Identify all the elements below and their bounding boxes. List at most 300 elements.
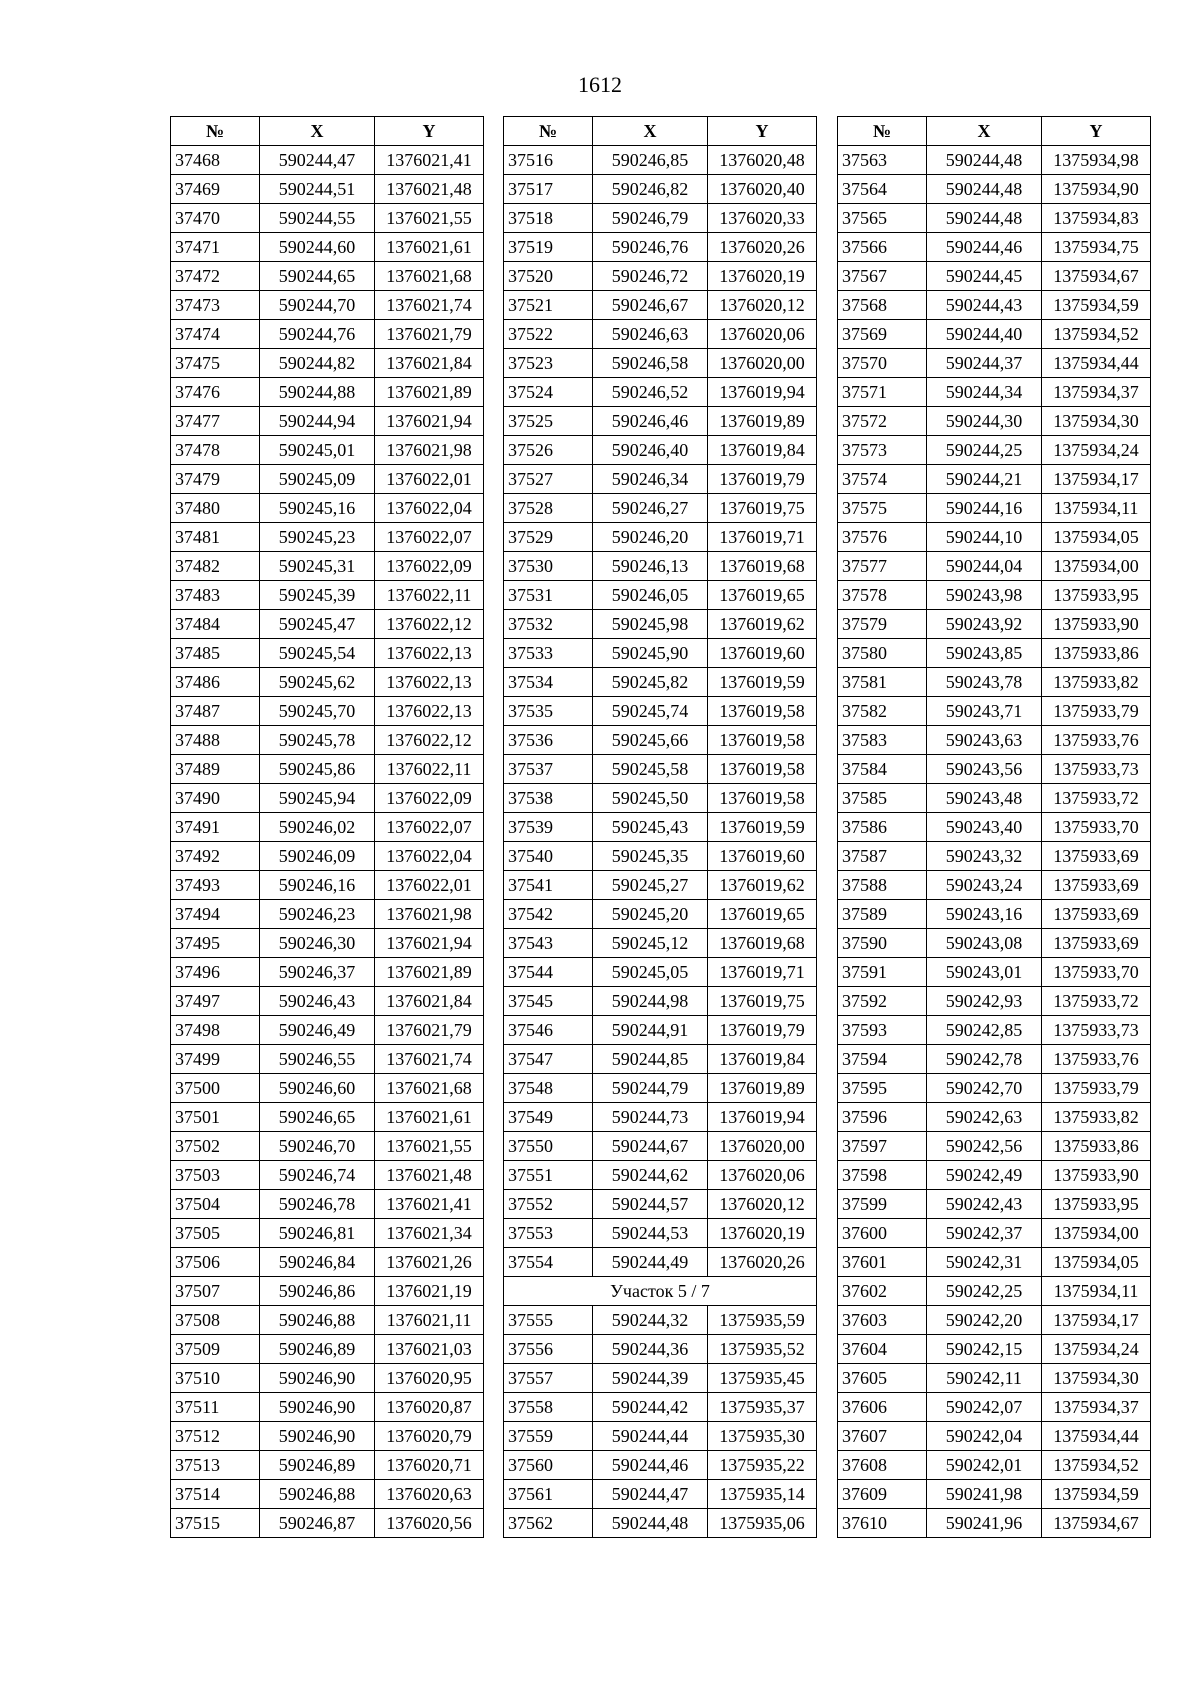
x-coordinate: 590246,20 bbox=[593, 523, 708, 552]
point-number: 37526 bbox=[504, 436, 593, 465]
point-number: 37487 bbox=[171, 697, 260, 726]
point-number: 37581 bbox=[838, 668, 927, 697]
table-row bbox=[838, 581, 1151, 610]
table-row bbox=[504, 929, 817, 958]
table-row bbox=[171, 1132, 484, 1161]
section-label: Участок 5 / 7 bbox=[504, 1277, 817, 1306]
table-row bbox=[504, 987, 817, 1016]
point-number: 37523 bbox=[504, 349, 593, 378]
table-row bbox=[838, 1509, 1151, 1538]
y-coordinate: 1376021,89 bbox=[375, 378, 484, 407]
table-row bbox=[171, 262, 484, 291]
table-row bbox=[171, 146, 484, 175]
y-coordinate: 1376019,75 bbox=[708, 987, 817, 1016]
table-row bbox=[171, 291, 484, 320]
table-row bbox=[838, 1190, 1151, 1219]
x-coordinate: 590245,01 bbox=[260, 436, 375, 465]
x-coordinate: 590245,43 bbox=[593, 813, 708, 842]
point-number: 37598 bbox=[838, 1161, 927, 1190]
table-row bbox=[171, 1480, 484, 1509]
point-number: 37536 bbox=[504, 726, 593, 755]
point-number: 37594 bbox=[838, 1045, 927, 1074]
point-number: 37579 bbox=[838, 610, 927, 639]
x-coordinate: 590244,85 bbox=[593, 1045, 708, 1074]
table-row bbox=[504, 465, 817, 494]
table-row bbox=[171, 320, 484, 349]
y-coordinate: 1375934,52 bbox=[1042, 1451, 1151, 1480]
y-coordinate: 1376020,00 bbox=[708, 1132, 817, 1161]
point-number: 37588 bbox=[838, 871, 927, 900]
table-row bbox=[838, 1132, 1151, 1161]
point-number: 37597 bbox=[838, 1132, 927, 1161]
point-number: 37601 bbox=[838, 1248, 927, 1277]
coordinates-table-3 bbox=[837, 116, 1150, 1538]
x-coordinate: 590245,86 bbox=[260, 755, 375, 784]
point-number: 37571 bbox=[838, 378, 927, 407]
table-row bbox=[171, 1364, 484, 1393]
table-row bbox=[504, 581, 817, 610]
table-row bbox=[171, 1277, 484, 1306]
y-coordinate: 1376019,60 bbox=[708, 842, 817, 871]
y-coordinate: 1375933,73 bbox=[1042, 1016, 1151, 1045]
point-number: 37605 bbox=[838, 1364, 927, 1393]
table-row bbox=[838, 871, 1151, 900]
point-number: 37485 bbox=[171, 639, 260, 668]
table-row bbox=[838, 1451, 1151, 1480]
x-coordinate: 590246,86 bbox=[260, 1277, 375, 1306]
y-coordinate: 1375933,70 bbox=[1042, 958, 1151, 987]
point-number: 37595 bbox=[838, 1074, 927, 1103]
point-number: 37496 bbox=[171, 958, 260, 987]
y-coordinate: 1376021,74 bbox=[375, 1045, 484, 1074]
table-row bbox=[504, 1161, 817, 1190]
x-coordinate: 590243,85 bbox=[927, 639, 1042, 668]
point-number: 37499 bbox=[171, 1045, 260, 1074]
x-coordinate: 590242,11 bbox=[927, 1364, 1042, 1393]
x-coordinate: 590244,36 bbox=[593, 1335, 708, 1364]
x-coordinate: 590244,45 bbox=[927, 262, 1042, 291]
y-coordinate: 1375934,17 bbox=[1042, 1306, 1151, 1335]
x-coordinate: 590246,88 bbox=[260, 1306, 375, 1335]
point-number: 37559 bbox=[504, 1422, 593, 1451]
table-row bbox=[504, 1306, 817, 1335]
y-coordinate: 1375934,00 bbox=[1042, 552, 1151, 581]
x-coordinate: 590244,34 bbox=[927, 378, 1042, 407]
point-number: 37532 bbox=[504, 610, 593, 639]
x-coordinate: 590246,89 bbox=[260, 1451, 375, 1480]
table-row bbox=[504, 1480, 817, 1509]
table-row bbox=[838, 668, 1151, 697]
table-row bbox=[504, 436, 817, 465]
point-number: 37590 bbox=[838, 929, 927, 958]
table-row bbox=[838, 1103, 1151, 1132]
table-row bbox=[838, 407, 1151, 436]
point-number: 37501 bbox=[171, 1103, 260, 1132]
table-row bbox=[504, 1451, 817, 1480]
x-coordinate: 590245,16 bbox=[260, 494, 375, 523]
table-row bbox=[838, 146, 1151, 175]
y-coordinate: 1376020,63 bbox=[375, 1480, 484, 1509]
x-coordinate: 590246,85 bbox=[593, 146, 708, 175]
y-coordinate: 1375933,69 bbox=[1042, 842, 1151, 871]
x-coordinate: 590244,48 bbox=[593, 1509, 708, 1538]
x-coordinate: 590241,98 bbox=[927, 1480, 1042, 1509]
table-header-row bbox=[171, 117, 484, 146]
y-coordinate: 1376021,61 bbox=[375, 233, 484, 262]
table-row bbox=[838, 755, 1151, 784]
x-coordinate: 590246,70 bbox=[260, 1132, 375, 1161]
table-row bbox=[838, 291, 1151, 320]
header-y: Y bbox=[375, 117, 484, 146]
x-coordinate: 590246,52 bbox=[593, 378, 708, 407]
y-coordinate: 1376019,89 bbox=[708, 1074, 817, 1103]
point-number: 37507 bbox=[171, 1277, 260, 1306]
point-number: 37511 bbox=[171, 1393, 260, 1422]
point-number: 37592 bbox=[838, 987, 927, 1016]
table-row bbox=[838, 1306, 1151, 1335]
point-number: 37527 bbox=[504, 465, 593, 494]
y-coordinate: 1375934,67 bbox=[1042, 262, 1151, 291]
point-number: 37504 bbox=[171, 1190, 260, 1219]
y-coordinate: 1375933,79 bbox=[1042, 697, 1151, 726]
table-row bbox=[504, 1074, 817, 1103]
table-row bbox=[504, 726, 817, 755]
y-coordinate: 1375933,76 bbox=[1042, 726, 1151, 755]
y-coordinate: 1376020,12 bbox=[708, 291, 817, 320]
x-coordinate: 590246,02 bbox=[260, 813, 375, 842]
table-row bbox=[171, 1422, 484, 1451]
point-number: 37533 bbox=[504, 639, 593, 668]
x-coordinate: 590245,27 bbox=[593, 871, 708, 900]
y-coordinate: 1376021,98 bbox=[375, 900, 484, 929]
table-row bbox=[171, 204, 484, 233]
point-number: 37553 bbox=[504, 1219, 593, 1248]
point-number: 37564 bbox=[838, 175, 927, 204]
x-coordinate: 590246,79 bbox=[593, 204, 708, 233]
table-row bbox=[504, 494, 817, 523]
x-coordinate: 590243,98 bbox=[927, 581, 1042, 610]
y-coordinate: 1375934,98 bbox=[1042, 146, 1151, 175]
x-coordinate: 590246,87 bbox=[260, 1509, 375, 1538]
y-coordinate: 1376019,84 bbox=[708, 436, 817, 465]
x-coordinate: 590245,50 bbox=[593, 784, 708, 813]
table-row bbox=[504, 146, 817, 175]
x-coordinate: 590246,90 bbox=[260, 1364, 375, 1393]
point-number: 37495 bbox=[171, 929, 260, 958]
point-number: 37477 bbox=[171, 407, 260, 436]
y-coordinate: 1375935,59 bbox=[708, 1306, 817, 1335]
y-coordinate: 1375934,37 bbox=[1042, 1393, 1151, 1422]
x-coordinate: 590244,47 bbox=[260, 146, 375, 175]
table-row bbox=[171, 784, 484, 813]
table-row bbox=[838, 465, 1151, 494]
y-coordinate: 1376019,59 bbox=[708, 668, 817, 697]
x-coordinate: 590246,46 bbox=[593, 407, 708, 436]
table-row bbox=[504, 552, 817, 581]
x-coordinate: 590244,30 bbox=[927, 407, 1042, 436]
section-row bbox=[504, 1277, 817, 1306]
table-row bbox=[504, 523, 817, 552]
y-coordinate: 1376021,34 bbox=[375, 1219, 484, 1248]
x-coordinate: 590244,53 bbox=[593, 1219, 708, 1248]
point-number: 37567 bbox=[838, 262, 927, 291]
y-coordinate: 1375933,95 bbox=[1042, 581, 1151, 610]
y-coordinate: 1376020,26 bbox=[708, 233, 817, 262]
y-coordinate: 1376021,48 bbox=[375, 1161, 484, 1190]
point-number: 37481 bbox=[171, 523, 260, 552]
point-number: 37586 bbox=[838, 813, 927, 842]
x-coordinate: 590245,78 bbox=[260, 726, 375, 755]
table-row bbox=[504, 755, 817, 784]
table-row bbox=[171, 1045, 484, 1074]
point-number: 37552 bbox=[504, 1190, 593, 1219]
y-coordinate: 1376021,94 bbox=[375, 407, 484, 436]
table-row bbox=[838, 639, 1151, 668]
x-coordinate: 590243,16 bbox=[927, 900, 1042, 929]
table-row bbox=[171, 1451, 484, 1480]
table-row bbox=[838, 842, 1151, 871]
x-coordinate: 590245,94 bbox=[260, 784, 375, 813]
point-number: 37543 bbox=[504, 929, 593, 958]
point-number: 37508 bbox=[171, 1306, 260, 1335]
y-coordinate: 1376021,61 bbox=[375, 1103, 484, 1132]
y-coordinate: 1375934,44 bbox=[1042, 349, 1151, 378]
x-coordinate: 590243,78 bbox=[927, 668, 1042, 697]
x-coordinate: 590244,46 bbox=[593, 1451, 708, 1480]
x-coordinate: 590244,62 bbox=[593, 1161, 708, 1190]
x-coordinate: 590245,58 bbox=[593, 755, 708, 784]
x-coordinate: 590244,76 bbox=[260, 320, 375, 349]
table-row bbox=[838, 610, 1151, 639]
point-number: 37519 bbox=[504, 233, 593, 262]
x-coordinate: 590246,65 bbox=[260, 1103, 375, 1132]
table-row bbox=[838, 697, 1151, 726]
table-row bbox=[504, 407, 817, 436]
table-row bbox=[171, 581, 484, 610]
page-number: 1612 bbox=[578, 72, 622, 97]
table-row bbox=[838, 1364, 1151, 1393]
y-coordinate: 1376020,56 bbox=[375, 1509, 484, 1538]
table-row bbox=[171, 1335, 484, 1364]
table-row bbox=[838, 1422, 1151, 1451]
table-header-row bbox=[504, 117, 817, 146]
x-coordinate: 590244,46 bbox=[927, 233, 1042, 262]
y-coordinate: 1376022,13 bbox=[375, 697, 484, 726]
y-coordinate: 1375935,30 bbox=[708, 1422, 817, 1451]
table-row bbox=[838, 494, 1151, 523]
table-row bbox=[504, 813, 817, 842]
point-number: 37550 bbox=[504, 1132, 593, 1161]
table-row bbox=[504, 1103, 817, 1132]
point-number: 37503 bbox=[171, 1161, 260, 1190]
x-coordinate: 590246,05 bbox=[593, 581, 708, 610]
table-row bbox=[171, 1306, 484, 1335]
table-row bbox=[504, 1016, 817, 1045]
x-coordinate: 590243,92 bbox=[927, 610, 1042, 639]
x-coordinate: 590246,09 bbox=[260, 842, 375, 871]
table-row bbox=[171, 349, 484, 378]
y-coordinate: 1376019,75 bbox=[708, 494, 817, 523]
x-coordinate: 590244,48 bbox=[927, 204, 1042, 233]
y-coordinate: 1376019,71 bbox=[708, 958, 817, 987]
point-number: 37538 bbox=[504, 784, 593, 813]
point-number: 37522 bbox=[504, 320, 593, 349]
table-row bbox=[171, 987, 484, 1016]
y-coordinate: 1375934,30 bbox=[1042, 407, 1151, 436]
x-coordinate: 590242,07 bbox=[927, 1393, 1042, 1422]
point-number: 37531 bbox=[504, 581, 593, 610]
point-number: 37554 bbox=[504, 1248, 593, 1277]
y-coordinate: 1375933,70 bbox=[1042, 813, 1151, 842]
y-coordinate: 1375933,82 bbox=[1042, 668, 1151, 697]
y-coordinate: 1376020,95 bbox=[375, 1364, 484, 1393]
table-row bbox=[171, 407, 484, 436]
point-number: 37573 bbox=[838, 436, 927, 465]
point-number: 37540 bbox=[504, 842, 593, 871]
y-coordinate: 1375933,69 bbox=[1042, 871, 1151, 900]
point-number: 37473 bbox=[171, 291, 260, 320]
y-coordinate: 1375934,24 bbox=[1042, 1335, 1151, 1364]
y-coordinate: 1375933,79 bbox=[1042, 1074, 1151, 1103]
x-coordinate: 590246,76 bbox=[593, 233, 708, 262]
table-row bbox=[171, 900, 484, 929]
point-number: 37563 bbox=[838, 146, 927, 175]
y-coordinate: 1375934,11 bbox=[1042, 1277, 1151, 1306]
x-coordinate: 590246,13 bbox=[593, 552, 708, 581]
x-coordinate: 590244,25 bbox=[927, 436, 1042, 465]
point-number: 37599 bbox=[838, 1190, 927, 1219]
x-coordinate: 590245,20 bbox=[593, 900, 708, 929]
y-coordinate: 1375934,24 bbox=[1042, 436, 1151, 465]
y-coordinate: 1375934,67 bbox=[1042, 1509, 1151, 1538]
y-coordinate: 1375933,69 bbox=[1042, 900, 1151, 929]
y-coordinate: 1376019,65 bbox=[708, 581, 817, 610]
table-row bbox=[838, 378, 1151, 407]
y-coordinate: 1376019,62 bbox=[708, 871, 817, 900]
y-coordinate: 1376019,84 bbox=[708, 1045, 817, 1074]
y-coordinate: 1376021,41 bbox=[375, 146, 484, 175]
table-row bbox=[504, 1509, 817, 1538]
y-coordinate: 1376019,58 bbox=[708, 784, 817, 813]
y-coordinate: 1376022,07 bbox=[375, 813, 484, 842]
table-row bbox=[838, 1335, 1151, 1364]
y-coordinate: 1376019,58 bbox=[708, 755, 817, 784]
x-coordinate: 590245,54 bbox=[260, 639, 375, 668]
point-number: 37486 bbox=[171, 668, 260, 697]
y-coordinate: 1375934,37 bbox=[1042, 378, 1151, 407]
header-x: X bbox=[260, 117, 375, 146]
point-number: 37489 bbox=[171, 755, 260, 784]
y-coordinate: 1376021,84 bbox=[375, 987, 484, 1016]
y-coordinate: 1376019,94 bbox=[708, 1103, 817, 1132]
header-no: № bbox=[171, 117, 260, 146]
y-coordinate: 1376021,41 bbox=[375, 1190, 484, 1219]
point-number: 37506 bbox=[171, 1248, 260, 1277]
table-row bbox=[504, 233, 817, 262]
y-coordinate: 1376021,98 bbox=[375, 436, 484, 465]
x-coordinate: 590246,82 bbox=[593, 175, 708, 204]
x-coordinate: 590242,04 bbox=[927, 1422, 1042, 1451]
y-coordinate: 1375935,22 bbox=[708, 1451, 817, 1480]
point-number: 37585 bbox=[838, 784, 927, 813]
table-row bbox=[838, 900, 1151, 929]
point-number: 37483 bbox=[171, 581, 260, 610]
y-coordinate: 1375933,86 bbox=[1042, 639, 1151, 668]
x-coordinate: 590244,70 bbox=[260, 291, 375, 320]
x-coordinate: 590243,40 bbox=[927, 813, 1042, 842]
point-number: 37607 bbox=[838, 1422, 927, 1451]
table-row bbox=[171, 1248, 484, 1277]
y-coordinate: 1376020,19 bbox=[708, 262, 817, 291]
x-coordinate: 590245,23 bbox=[260, 523, 375, 552]
point-number: 37488 bbox=[171, 726, 260, 755]
x-coordinate: 590246,60 bbox=[260, 1074, 375, 1103]
table-row bbox=[504, 871, 817, 900]
x-coordinate: 590244,43 bbox=[927, 291, 1042, 320]
point-number: 37482 bbox=[171, 552, 260, 581]
x-coordinate: 590246,37 bbox=[260, 958, 375, 987]
x-coordinate: 590244,94 bbox=[260, 407, 375, 436]
point-number: 37572 bbox=[838, 407, 927, 436]
table-row bbox=[171, 842, 484, 871]
y-coordinate: 1376021,11 bbox=[375, 1306, 484, 1335]
y-coordinate: 1376020,71 bbox=[375, 1451, 484, 1480]
x-coordinate: 590246,84 bbox=[260, 1248, 375, 1277]
point-number: 37468 bbox=[171, 146, 260, 175]
x-coordinate: 590246,34 bbox=[593, 465, 708, 494]
point-number: 37578 bbox=[838, 581, 927, 610]
point-number: 37566 bbox=[838, 233, 927, 262]
table-row bbox=[838, 1248, 1151, 1277]
table-row bbox=[838, 1393, 1151, 1422]
y-coordinate: 1376022,12 bbox=[375, 610, 484, 639]
table-row bbox=[838, 813, 1151, 842]
x-coordinate: 590245,39 bbox=[260, 581, 375, 610]
point-number: 37570 bbox=[838, 349, 927, 378]
point-number: 37512 bbox=[171, 1422, 260, 1451]
point-number: 37484 bbox=[171, 610, 260, 639]
point-number: 37528 bbox=[504, 494, 593, 523]
table-row bbox=[171, 871, 484, 900]
y-coordinate: 1376020,33 bbox=[708, 204, 817, 233]
x-coordinate: 590243,56 bbox=[927, 755, 1042, 784]
x-coordinate: 590244,39 bbox=[593, 1364, 708, 1393]
table-row bbox=[504, 1045, 817, 1074]
table-row bbox=[171, 755, 484, 784]
y-coordinate: 1376020,06 bbox=[708, 1161, 817, 1190]
y-coordinate: 1376022,04 bbox=[375, 842, 484, 871]
point-number: 37510 bbox=[171, 1364, 260, 1393]
x-coordinate: 590244,32 bbox=[593, 1306, 708, 1335]
point-number: 37469 bbox=[171, 175, 260, 204]
table-row bbox=[171, 436, 484, 465]
y-coordinate: 1376020,40 bbox=[708, 175, 817, 204]
point-number: 37562 bbox=[504, 1509, 593, 1538]
y-coordinate: 1376019,89 bbox=[708, 407, 817, 436]
table-row bbox=[171, 1190, 484, 1219]
table-row bbox=[504, 378, 817, 407]
y-coordinate: 1375935,37 bbox=[708, 1393, 817, 1422]
y-coordinate: 1376020,19 bbox=[708, 1219, 817, 1248]
x-coordinate: 590246,81 bbox=[260, 1219, 375, 1248]
point-number: 37602 bbox=[838, 1277, 927, 1306]
y-coordinate: 1376022,09 bbox=[375, 552, 484, 581]
table-row bbox=[504, 262, 817, 291]
point-number: 37525 bbox=[504, 407, 593, 436]
x-coordinate: 590242,01 bbox=[927, 1451, 1042, 1480]
x-coordinate: 590244,16 bbox=[927, 494, 1042, 523]
y-coordinate: 1375933,86 bbox=[1042, 1132, 1151, 1161]
